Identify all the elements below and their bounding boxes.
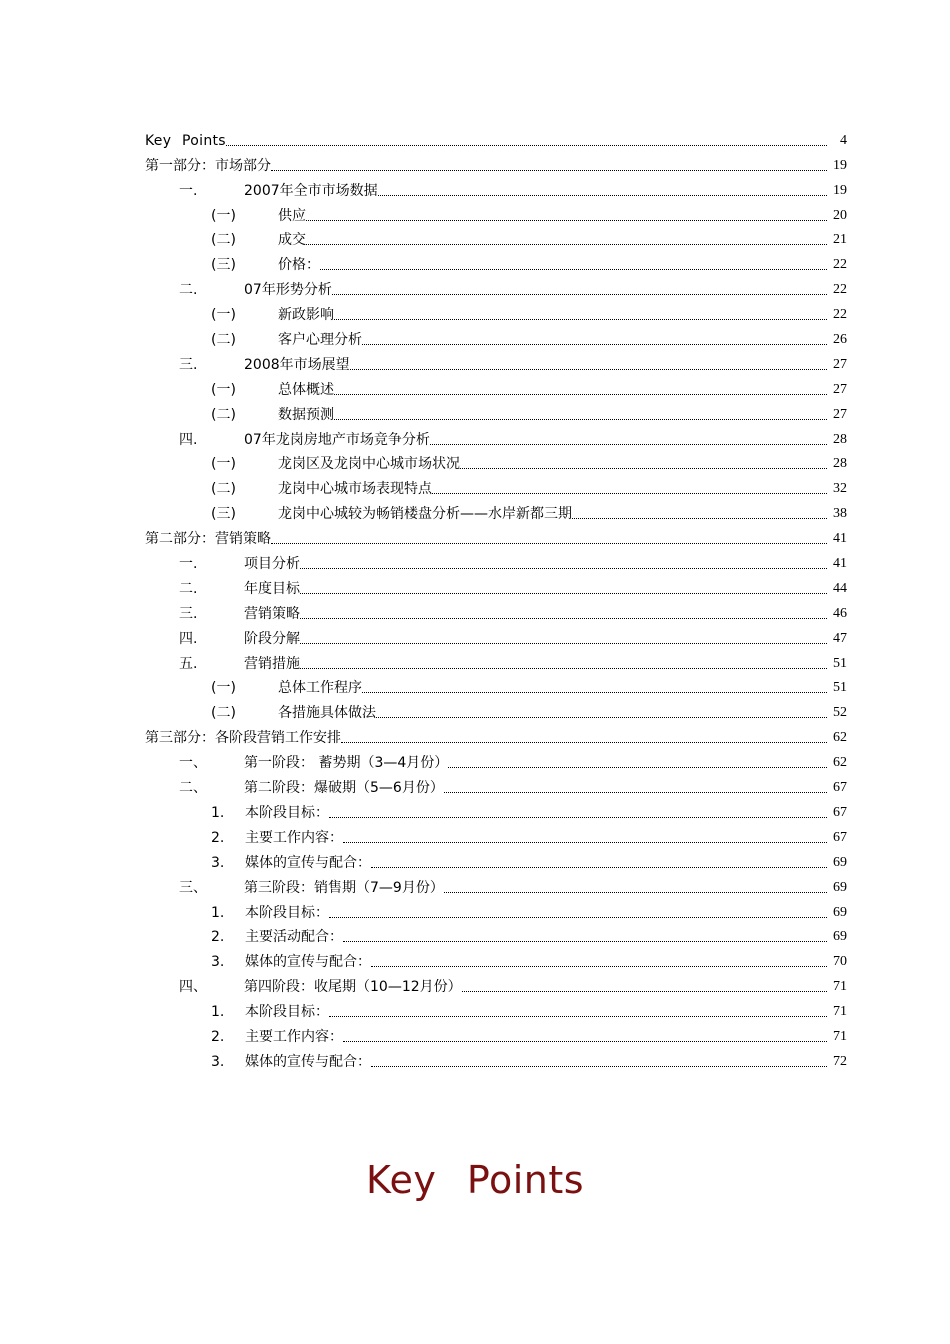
toc-entry-body [179, 580, 829, 598]
toc-entry-body [179, 281, 829, 299]
toc-entry-title: 第三阶段：销售期（7—9月份） [244, 879, 444, 896]
toc-entry-page: 19 [833, 182, 847, 198]
toc-entry-page: 70 [833, 954, 847, 970]
toc-entry[interactable] [0, 498, 950, 523]
toc-entry-number: 1. [211, 804, 225, 821]
toc-entry[interactable] [0, 125, 950, 150]
toc-entry-title: 营销措施 [244, 655, 300, 672]
toc-entry-body [179, 779, 829, 797]
toc-entry-title: Key Points [145, 132, 226, 149]
toc-entry-page: 38 [833, 506, 847, 522]
toc-entry[interactable] [0, 299, 950, 324]
dot-leader [329, 816, 827, 818]
toc-entry-body [211, 1003, 829, 1021]
toc-entry-title: 各措施具体做法 [278, 705, 376, 722]
toc-entry-page: 72 [833, 1053, 847, 1069]
dot-leader [300, 667, 827, 669]
toc-entry-page: 21 [833, 232, 847, 248]
toc-entry[interactable] [0, 772, 950, 797]
toc-entry-body [211, 1053, 829, 1071]
toc-entry-number: 2. [211, 929, 225, 946]
toc-entry-title: 本阶段目标： [245, 1004, 329, 1021]
dot-leader [572, 517, 827, 519]
toc-entry-number: 二、 [179, 780, 207, 797]
toc-entry-title: 第一阶段： 蓄势期（3—4月份） [244, 755, 449, 772]
toc-entry[interactable] [0, 971, 950, 996]
toc-entry-page: 44 [833, 580, 847, 596]
toc-entry-page: 41 [833, 531, 847, 547]
toc-entry-body [211, 256, 829, 274]
toc-entry-number: 三、 [179, 879, 207, 896]
dot-leader [334, 318, 827, 320]
toc-entry-body [179, 555, 829, 573]
toc-entry-number: 一. [179, 556, 198, 573]
dot-leader [300, 642, 827, 644]
dot-leader [362, 691, 827, 693]
toc-entry[interactable] [0, 175, 950, 200]
table-of-contents [0, 125, 950, 1071]
toc-entry-number: 2. [211, 1028, 225, 1045]
toc-entry-page: 22 [833, 307, 847, 323]
dot-leader [350, 368, 827, 370]
toc-entry-title: 第三部分：各阶段营销工作安排 [145, 730, 341, 747]
toc-entry-page: 47 [833, 630, 847, 646]
toc-entry-body [211, 455, 829, 473]
toc-entry[interactable] [0, 523, 950, 548]
toc-entry-body [179, 655, 829, 673]
toc-entry-page: 69 [833, 929, 847, 945]
toc-entry-page: 27 [833, 406, 847, 422]
dot-leader [362, 343, 827, 345]
toc-entry-body [179, 182, 829, 200]
toc-entry-page: 71 [833, 979, 847, 995]
toc-entry-title: 营销策略 [244, 605, 300, 622]
toc-entry-number: (二) [211, 232, 236, 249]
toc-entry-number: 1. [211, 1004, 225, 1021]
dot-leader [448, 766, 827, 768]
toc-entry-body [211, 505, 829, 523]
toc-entry-page: 27 [833, 381, 847, 397]
toc-entry-page: 67 [833, 780, 847, 796]
toc-entry-page: 19 [833, 157, 847, 173]
toc-entry-body [145, 530, 829, 548]
toc-entry-title: 龙岗中心城市场表现特点 [278, 481, 432, 498]
toc-entry[interactable] [0, 598, 950, 623]
dot-leader [329, 1015, 827, 1017]
toc-entry-title: 2008年市场展望 [244, 356, 350, 373]
dot-leader [300, 567, 827, 569]
dot-leader [444, 791, 827, 793]
toc-entry-page: 71 [833, 1004, 847, 1020]
toc-entry-number: (三) [211, 506, 236, 523]
toc-entry-number: (一) [211, 307, 236, 324]
toc-entry-page: 22 [833, 282, 847, 298]
dot-leader [444, 891, 827, 893]
toc-entry[interactable] [0, 722, 950, 747]
toc-entry[interactable] [0, 747, 950, 772]
toc-entry-body [211, 331, 829, 349]
dot-leader [462, 990, 827, 992]
dot-leader [371, 866, 827, 868]
dot-leader [341, 741, 827, 743]
toc-entry-title: 媒体的宣传与配合： [245, 1053, 371, 1070]
toc-entry-body [211, 679, 829, 697]
dot-leader [343, 841, 827, 843]
toc-entry[interactable] [0, 1046, 950, 1071]
toc-entry[interactable] [0, 697, 950, 722]
toc-entry[interactable] [0, 424, 950, 449]
toc-entry[interactable] [0, 548, 950, 573]
toc-entry-page: 46 [833, 605, 847, 621]
toc-entry-number: (一) [211, 680, 236, 697]
toc-entry[interactable] [0, 648, 950, 673]
toc-entry-title: 龙岗中心城较为畅销楼盘分析——水岸新都三期 [278, 506, 572, 523]
dot-leader [329, 916, 827, 918]
toc-entry-number: 四、 [179, 979, 207, 996]
toc-entry-body [179, 754, 829, 772]
toc-entry[interactable] [0, 847, 950, 872]
toc-entry-page: 67 [833, 829, 847, 845]
dot-leader [371, 1065, 827, 1067]
toc-entry-body [145, 157, 829, 175]
toc-entry-number: 一. [179, 182, 198, 199]
toc-entry-title: 媒体的宣传与配合： [245, 954, 371, 971]
toc-entry-title: 主要工作内容： [245, 1028, 343, 1045]
toc-entry-body [211, 480, 829, 498]
toc-entry-body [179, 978, 829, 996]
toc-entry-page: 67 [833, 804, 847, 820]
dot-leader [306, 243, 827, 245]
toc-entry-number: 3. [211, 854, 225, 871]
toc-entry[interactable] [0, 225, 950, 250]
toc-entry-page: 20 [833, 207, 847, 223]
toc-entry-title: 阶段分解 [244, 630, 300, 647]
toc-entry-title: 07年龙岗房地产市场竞争分析 [244, 431, 430, 448]
toc-entry-body [211, 207, 829, 225]
toc-entry-title: 新政影响 [278, 307, 334, 324]
dot-leader [300, 592, 827, 594]
toc-entry-title: 第一部分：市场部分 [145, 157, 271, 174]
toc-entry-title: 龙岗区及龙岗中心城市场状况 [278, 456, 460, 473]
toc-entry[interactable] [0, 150, 950, 175]
toc-entry-number: (二) [211, 481, 236, 498]
toc-entry-number: 3. [211, 954, 225, 971]
dot-leader [430, 443, 827, 445]
toc-entry-title: 媒体的宣传与配合： [245, 854, 371, 871]
toc-entry-title: 本阶段目标： [245, 904, 329, 921]
toc-entry-title: 客户心理分析 [278, 332, 362, 349]
toc-entry-number: 3. [211, 1053, 225, 1070]
dot-leader [271, 169, 827, 171]
dot-leader [226, 144, 827, 146]
dot-leader [271, 542, 827, 544]
toc-entry-number: (二) [211, 406, 236, 423]
toc-entry-page: 69 [833, 879, 847, 895]
dot-leader [332, 293, 827, 295]
toc-entry-title: 年度目标 [244, 580, 300, 597]
toc-entry[interactable] [0, 897, 950, 922]
toc-entry[interactable] [0, 797, 950, 822]
toc-entry-body [211, 1028, 829, 1046]
toc-entry-page: 27 [833, 356, 847, 372]
toc-entry[interactable] [0, 449, 950, 474]
section-heading: Key Points [365, 1158, 585, 1202]
dot-leader [376, 716, 827, 718]
toc-entry-page: 22 [833, 257, 847, 273]
toc-entry-page: 69 [833, 854, 847, 870]
toc-entry[interactable] [0, 349, 950, 374]
dot-leader [343, 1040, 827, 1042]
toc-entry[interactable] [0, 473, 950, 498]
toc-entry-body [211, 854, 829, 872]
toc-entry-page: 62 [833, 755, 847, 771]
toc-entry-title: 2007年全市市场数据 [244, 182, 378, 199]
toc-entry-body [211, 804, 829, 822]
dot-leader [334, 418, 827, 420]
toc-entry[interactable] [0, 274, 950, 299]
toc-entry-number: 二. [179, 282, 198, 299]
toc-entry-body [179, 630, 829, 648]
dot-leader [320, 268, 827, 270]
dot-leader [432, 492, 827, 494]
toc-entry-title: 第四阶段：收尾期（10—12月份） [244, 979, 462, 996]
dot-leader [371, 965, 827, 967]
toc-entry-number: 2. [211, 829, 225, 846]
toc-entry-title: 总体概述 [278, 381, 334, 398]
toc-entry[interactable] [0, 200, 950, 225]
toc-entry-number: 四. [179, 630, 198, 647]
toc-entry[interactable] [0, 996, 950, 1021]
toc-entry[interactable] [0, 399, 950, 424]
dot-leader [306, 219, 827, 221]
toc-entry-page: 69 [833, 904, 847, 920]
toc-entry[interactable] [0, 623, 950, 648]
toc-entry-page: 52 [833, 705, 847, 721]
toc-entry-title: 数据预测 [278, 406, 334, 423]
toc-entry[interactable] [0, 249, 950, 274]
toc-entry[interactable] [0, 872, 950, 897]
toc-entry-page: 32 [833, 481, 847, 497]
toc-entry-body [211, 928, 829, 946]
toc-entry-page: 62 [833, 730, 847, 746]
toc-entry-body [211, 381, 829, 399]
dot-leader [378, 194, 827, 196]
toc-entry-title: 总体工作程序 [278, 680, 362, 697]
toc-entry-number: (三) [211, 257, 236, 274]
toc-entry-body [211, 406, 829, 424]
toc-entry-body [211, 904, 829, 922]
toc-entry-body [211, 231, 829, 249]
toc-entry[interactable] [0, 573, 950, 598]
toc-entry-body [211, 704, 829, 722]
toc-entry[interactable] [0, 324, 950, 349]
toc-entry-title: 第二部分：营销策略 [145, 531, 271, 548]
toc-entry-body [211, 829, 829, 847]
toc-entry-body [211, 306, 829, 324]
toc-entry-number: 二. [179, 580, 198, 597]
toc-entry[interactable] [0, 374, 950, 399]
toc-entry-title: 第二阶段：爆破期（5—6月份） [244, 780, 444, 797]
toc-entry-title: 07年形势分析 [244, 282, 332, 299]
toc-entry-title: 成交 [278, 232, 306, 249]
toc-entry[interactable] [0, 1021, 950, 1046]
toc-entry-page: 26 [833, 332, 847, 348]
toc-entry-page: 28 [833, 431, 847, 447]
toc-entry-number: (二) [211, 705, 236, 722]
toc-entry-title: 主要活动配合： [245, 929, 343, 946]
toc-entry[interactable] [0, 822, 950, 847]
toc-entry-page: 28 [833, 456, 847, 472]
toc-entry-number: (一) [211, 456, 236, 473]
toc-entry-title: 主要工作内容： [245, 829, 343, 846]
toc-entry-number: (一) [211, 207, 236, 224]
toc-entry[interactable] [0, 946, 950, 971]
toc-entry-number: 五. [179, 655, 198, 672]
toc-entry-body [145, 132, 829, 150]
toc-entry-page: 4 [840, 132, 847, 148]
toc-entry-body [179, 605, 829, 623]
toc-entry-number: (二) [211, 332, 236, 349]
toc-entry-title: 价格： [278, 257, 320, 274]
toc-entry-page: 51 [833, 655, 847, 671]
toc-entry-title: 供应 [278, 207, 306, 224]
toc-entry-title: 本阶段目标： [245, 804, 329, 821]
toc-entry-page: 41 [833, 556, 847, 572]
toc-entry-number: 四. [179, 431, 198, 448]
dot-leader [460, 467, 827, 469]
toc-entry[interactable] [0, 922, 950, 947]
toc-entry-number: (一) [211, 381, 236, 398]
toc-entry-body [179, 879, 829, 897]
dot-leader [334, 393, 827, 395]
toc-entry-number: 1. [211, 904, 225, 921]
dot-leader [300, 617, 827, 619]
toc-entry-number: 三. [179, 605, 198, 622]
toc-entry-number: 一、 [179, 755, 207, 772]
toc-entry-body [179, 431, 829, 449]
toc-entry-body [179, 356, 829, 374]
toc-entry-page: 51 [833, 680, 847, 696]
toc-entry-body [145, 729, 829, 747]
toc-entry[interactable] [0, 673, 950, 698]
toc-entry-title: 项目分析 [244, 556, 300, 573]
toc-entry-number: 三. [179, 356, 198, 373]
dot-leader [343, 940, 827, 942]
toc-entry-page: 71 [833, 1028, 847, 1044]
toc-entry-body [211, 953, 829, 971]
